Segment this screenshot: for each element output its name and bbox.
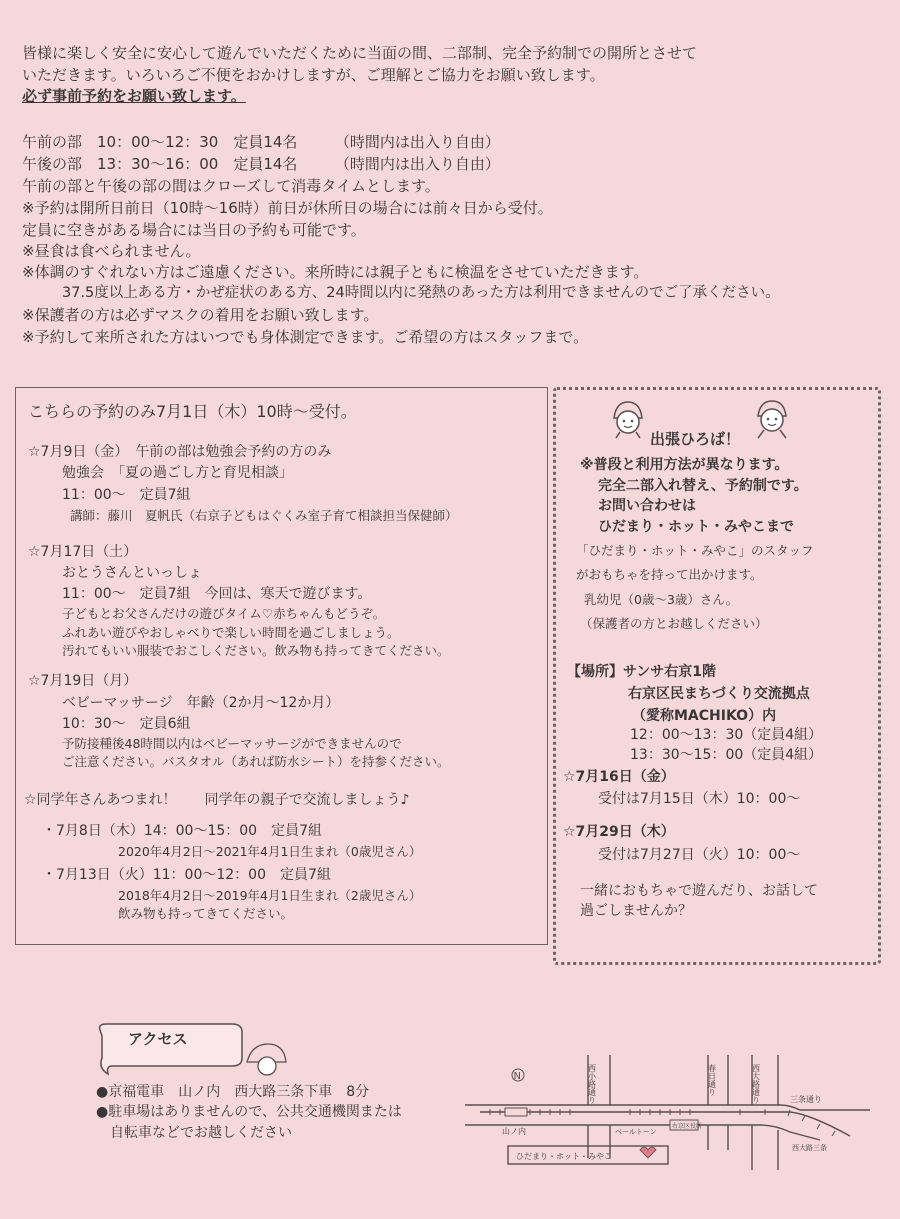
outreach-date-1-reception: 受付は7月15日（木）10：00～ <box>598 791 801 807</box>
outreach-line-6: がおもちゃを持って出かけます。 <box>576 567 763 582</box>
access-banner <box>92 1018 292 1082</box>
event-2-date: ☆7月17日（土） <box>28 544 138 560</box>
closing-line-1: 一緒におもちゃで遊んだり、お話して <box>580 883 818 899</box>
heart-icon <box>640 1147 656 1158</box>
map-road-sanjo: 三条通り <box>790 1095 822 1104</box>
note-measure: ※予約して来所された方はいつでも身体測定できます。ご希望の方はスタッフまで。 <box>22 328 589 346</box>
event-2-desc-1: 子どもとお父さんだけの遊びタイム♡赤ちゃんもどうぞ。 <box>62 606 386 621</box>
event-2-desc-2: ふれあい遊びやおしゃべりで楽しい時間を過ごしましょう。 <box>62 625 400 640</box>
reservation-required-notice: 必ず事前予約をお願い致します。 <box>22 87 246 105</box>
map-station-yamanouchi: 山ノ内 <box>502 1127 526 1136</box>
note-close-disinfect: 午前の部と午後の部の間はクローズして消毒タイムとします。 <box>22 177 440 195</box>
intro-paragraph-1: 皆様に楽しく安全に安心して遊んでいただくために当面の間、二部制、完全予約制での開所とさせて <box>22 44 698 62</box>
outreach-line-2: 完全二部入れ替え、予約制です。 <box>598 478 808 494</box>
note-mask: ※保護者の方は必ずマスクの着用をお願い致します。 <box>22 306 379 324</box>
map-road-nishioji: 西大路通り <box>751 1064 761 1104</box>
morning-session: 午前の部 10：00～12：30 定員14名 （時間内は出入り自由） <box>22 133 500 151</box>
character-right-icon <box>750 398 794 446</box>
event-1-title: 勉強会 「夏の過ごし方と育児相談」 <box>62 465 293 481</box>
access-line-1: ●京福電車 山ノ内 西大路三条下車 8分 <box>96 1084 370 1100</box>
place-line-1: 【場所】サンサ右京1階 <box>567 664 717 680</box>
map-north-label: N <box>513 1071 521 1082</box>
outreach-date-2-reception: 受付は7月27日（火）10：00～ <box>598 847 801 863</box>
place-line-2: 右京区民まちづくり交流拠点 <box>628 686 810 702</box>
outreach-line-8: （保護者の方とお越しください） <box>580 616 768 631</box>
event-3-time: 10：30～ 定員6組 <box>62 716 191 732</box>
event-2-title: おとうさんといっしょ <box>62 565 202 581</box>
event-4-session-1-birth: 2020年4月2日～2021年4月1日生まれ（0歳児さん） <box>118 844 422 859</box>
access-line-3: 自転車などでお越しください <box>110 1125 292 1141</box>
map-hidamari-label: ひだまり・ホット・みやこ <box>516 1152 612 1161</box>
event-2-desc-3: 汚れてもいい服装でおこしください。飲み物も持ってきてください。 <box>62 643 450 658</box>
event-3-date: ☆7月19日（月） <box>28 673 138 689</box>
map-station-nishioji-sanjo: 西大路三条 <box>792 1144 827 1152</box>
access-map <box>460 1050 880 1179</box>
event-1-date: ☆7月9日（金） 午前の部は勉強会予約の方のみ <box>28 444 332 460</box>
closing-line-2: 過ごしませんか？ <box>580 903 692 919</box>
outreach-line-4: ひだまり・ホット・みやこまで <box>598 519 794 535</box>
map-shop-bell: ベールトーン <box>615 1128 657 1136</box>
event-2-time: 11：00～ 定員7組 今回は、寒天で遊びます。 <box>62 586 372 602</box>
outreach-date-2: ☆7月29日（木） <box>563 824 675 840</box>
time-slot-2: 13：30～15：00（定員4組） <box>630 747 823 763</box>
place-line-3: （愛称MACHIKO）内 <box>632 708 777 724</box>
outreach-line-5: 「ひだまり・ホット・みやこ」のスタッフ <box>576 543 814 558</box>
access-line-2: ●駐車場はありませんので、公共交通機関または <box>96 1104 402 1120</box>
event-3-title: ベビーマッサージ 年齢（2か月～12か月） <box>62 695 340 711</box>
event-1-time: 11：00～ 定員7組 <box>62 487 191 503</box>
event-1-lecturer: 講師：藤川 夏帆氏（右京子どもはぐくみ室子育て相談担当保健師） <box>70 508 458 523</box>
note-lunch: ※昼食は食べられません。 <box>22 242 201 260</box>
intro-paragraph-2: いただきます。いろいろご不便をおかけしますが、ご理解とご協力をお願い致します。 <box>22 66 605 84</box>
note-reservation: ※予約は開所日前日（10時～16時）前日が休所日の場合には前々日から受付。 <box>22 199 553 217</box>
map-shop-ward-office: 右京区役所 <box>672 1123 703 1130</box>
note-health: ※体調のすぐれない方はご遠慮ください。来所時には親子ともに検温をさせていただきます。 <box>22 263 649 281</box>
event-3-desc-2: ご注意ください。バスタオル（あれば防水シート）を持参ください。 <box>62 754 450 769</box>
event-3-desc-1: 予防接種後48時間以内はベビーマッサージができませんので <box>62 736 402 751</box>
event-4-title: ☆同学年さんあつまれ！ 同学年の親子で交流しましょう♪ <box>24 792 410 808</box>
time-slot-1: 12：00～13：30（定員4組） <box>630 727 823 743</box>
outreach-title: 出張ひろば！ <box>650 430 741 448</box>
map-road-kasuga: 春日通り <box>707 1064 717 1096</box>
event-4-session-2-note: 飲み物も持ってきてください。 <box>118 906 294 921</box>
event-4-session-1: ・7月8日（木）14：00～15：00 定員7組 <box>42 823 322 839</box>
note-fever: 37.5度以上ある方・かぜ症状のある方、24時間以内に発熱のあった方は利用できませんのでご了承ください。 <box>62 285 780 301</box>
outreach-line-1: ※普段と利用方法が異なります。 <box>580 457 789 473</box>
outreach-line-7: 乳幼児（0歳～3歳）さん。 <box>584 592 739 607</box>
map-road-nishikoji: 西小路通り <box>587 1064 597 1104</box>
note-same-day: 定員に空きがある場合には当日の予約も可能です。 <box>22 221 366 239</box>
event-4-session-2: ・7月13日（火）11：00～12：00 定員7組 <box>42 867 331 883</box>
left-box-header: こちらの予約のみ7月1日（木）10時～受付。 <box>28 402 357 421</box>
access-title: アクセス <box>128 1030 188 1048</box>
character-left-icon <box>606 398 650 444</box>
outreach-line-3: お問い合わせは <box>598 498 696 514</box>
outreach-date-1: ☆7月16日（金） <box>563 769 675 785</box>
event-4-session-2-birth: 2018年4月2日～2019年4月1日生まれ（2歳児さん） <box>118 888 422 903</box>
afternoon-session: 午後の部 13：30～16：00 定員14名 （時間内は出入り自由） <box>22 155 500 173</box>
